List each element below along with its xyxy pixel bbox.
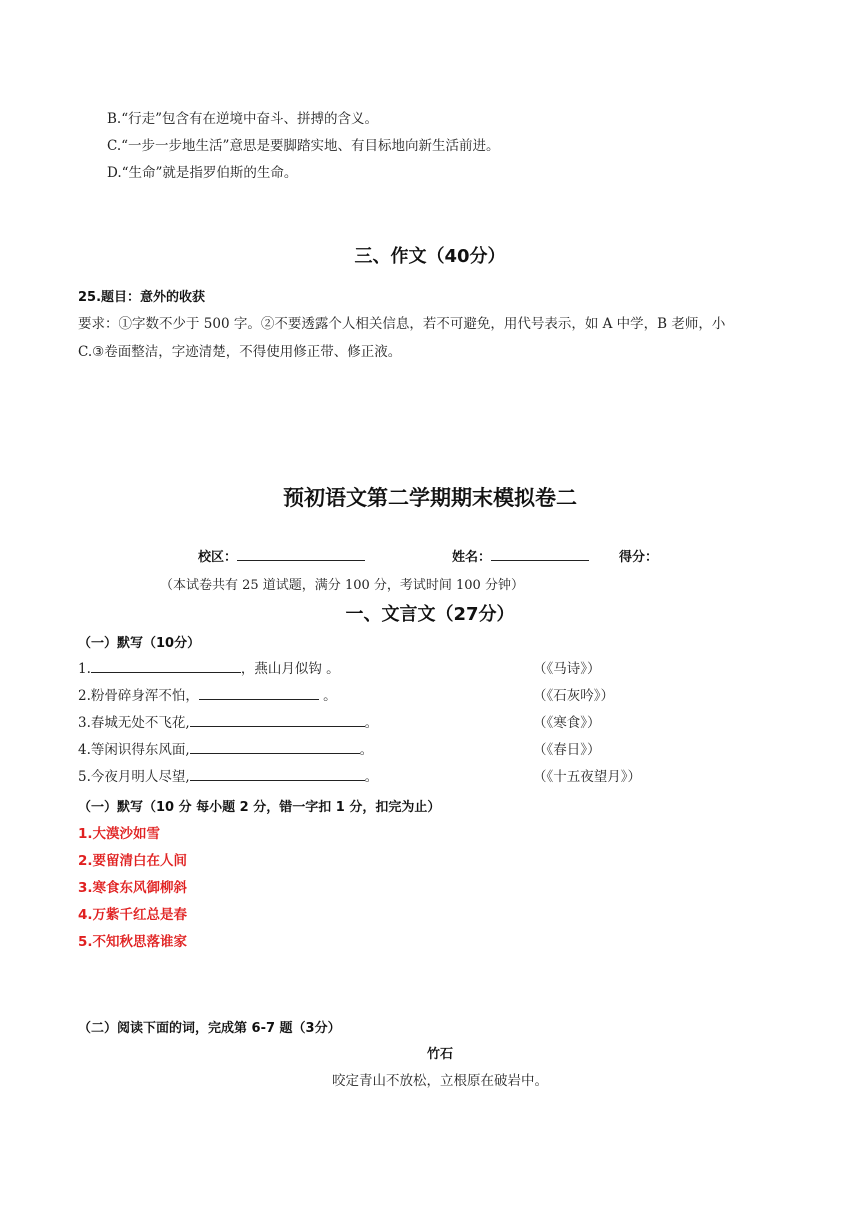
poem-title: 竹石 — [426, 1047, 453, 1062]
item-prefix: 2.粉骨碎身浑不怕， — [78, 688, 199, 704]
answer-blank[interactable] — [199, 685, 319, 700]
poem-line-1: 咬定青山不放松，立根原在破岩中。 — [332, 1073, 548, 1089]
answer-blank[interactable] — [190, 712, 365, 727]
item-suffix: 。 — [318, 688, 337, 704]
name-field — [452, 546, 589, 565]
answer-4: 4.万紫千红总是春 — [78, 907, 188, 923]
item-source: （《寒食》） — [533, 715, 601, 731]
option-b: B.“行走”包含有在逆境中奋斗、拼搏的含义。 — [107, 111, 379, 127]
answer-blank[interactable] — [190, 766, 365, 781]
q25-title: 25.题目：意外的收获 — [78, 290, 206, 305]
dictation-item-1 — [78, 657, 340, 677]
dictation-item-3 — [78, 711, 378, 731]
item-suffix: 。 — [364, 769, 379, 785]
school-field — [198, 546, 365, 565]
answer-blank[interactable] — [91, 658, 241, 673]
part2-heading: （二）阅读下面的词，完成第 6-7 题（3分） — [78, 1021, 341, 1036]
part1-heading: （一）默写（10分） — [78, 636, 201, 651]
item-prefix: 5.今夜月明人尽望, — [78, 769, 190, 785]
score-label: 得分： — [619, 550, 659, 565]
item-prefix: 3.春城无处不飞花, — [78, 715, 190, 731]
item-prefix: 4.等闲识得东风面, — [78, 742, 190, 758]
paper-title: 预初语文第二学期期末模拟卷二 — [283, 486, 577, 510]
item-source: （《春日》） — [533, 742, 601, 758]
item-source: （《马诗》） — [533, 661, 601, 677]
dictation-item-2 — [78, 684, 337, 704]
name-label: 姓名： — [452, 550, 492, 565]
section3-heading: 三、作文（40分） — [354, 246, 506, 267]
q25-requirement-line2: C.③卷面整洁，字迹清楚，不得使用修正带、修正液。 — [78, 344, 402, 360]
section1-heading: 一、文言文（27分） — [345, 604, 515, 625]
answer-3: 3.寒食东风御柳斜 — [78, 880, 188, 896]
school-label: 校区： — [198, 550, 238, 565]
answer-1: 1.大漠沙如雪 — [78, 826, 161, 842]
item-source: （《石灰吟》） — [533, 688, 614, 704]
answer-2: 2.要留清白在人间 — [78, 853, 188, 869]
item-source: （《十五夜望月》） — [533, 769, 641, 785]
item-prefix: 1. — [78, 661, 91, 677]
q25-requirement-line1: 要求：①字数不少于 500 字。②不要透露个人相关信息，若不可避免，用代号表示，如 A 中学，B 老师，小 — [78, 316, 726, 332]
item-suffix: ，燕山月似钩 。 — [240, 661, 340, 677]
answer-heading: （一）默写（10 分 每小题 2 分，错一字扣 1 分，扣完为止） — [78, 800, 441, 815]
item-suffix: 。 — [359, 742, 374, 758]
dictation-item-4 — [78, 738, 373, 758]
option-d: D.“生命”就是指罗伯斯的生命。 — [107, 165, 298, 181]
name-blank[interactable] — [491, 546, 589, 561]
exam-note: （本试卷共有 25 道试题，满分 100 分，考试时间 100 分钟） — [160, 578, 524, 593]
answer-blank[interactable] — [190, 739, 360, 754]
option-c: C.“一步一步地生活”意思是要脚踏实地、有目标地向新生活前进。 — [107, 138, 500, 154]
answer-5: 5.不知秋思落谁家 — [78, 934, 188, 950]
dictation-item-5 — [78, 765, 378, 785]
school-blank[interactable] — [237, 546, 365, 561]
item-suffix: 。 — [364, 715, 379, 731]
